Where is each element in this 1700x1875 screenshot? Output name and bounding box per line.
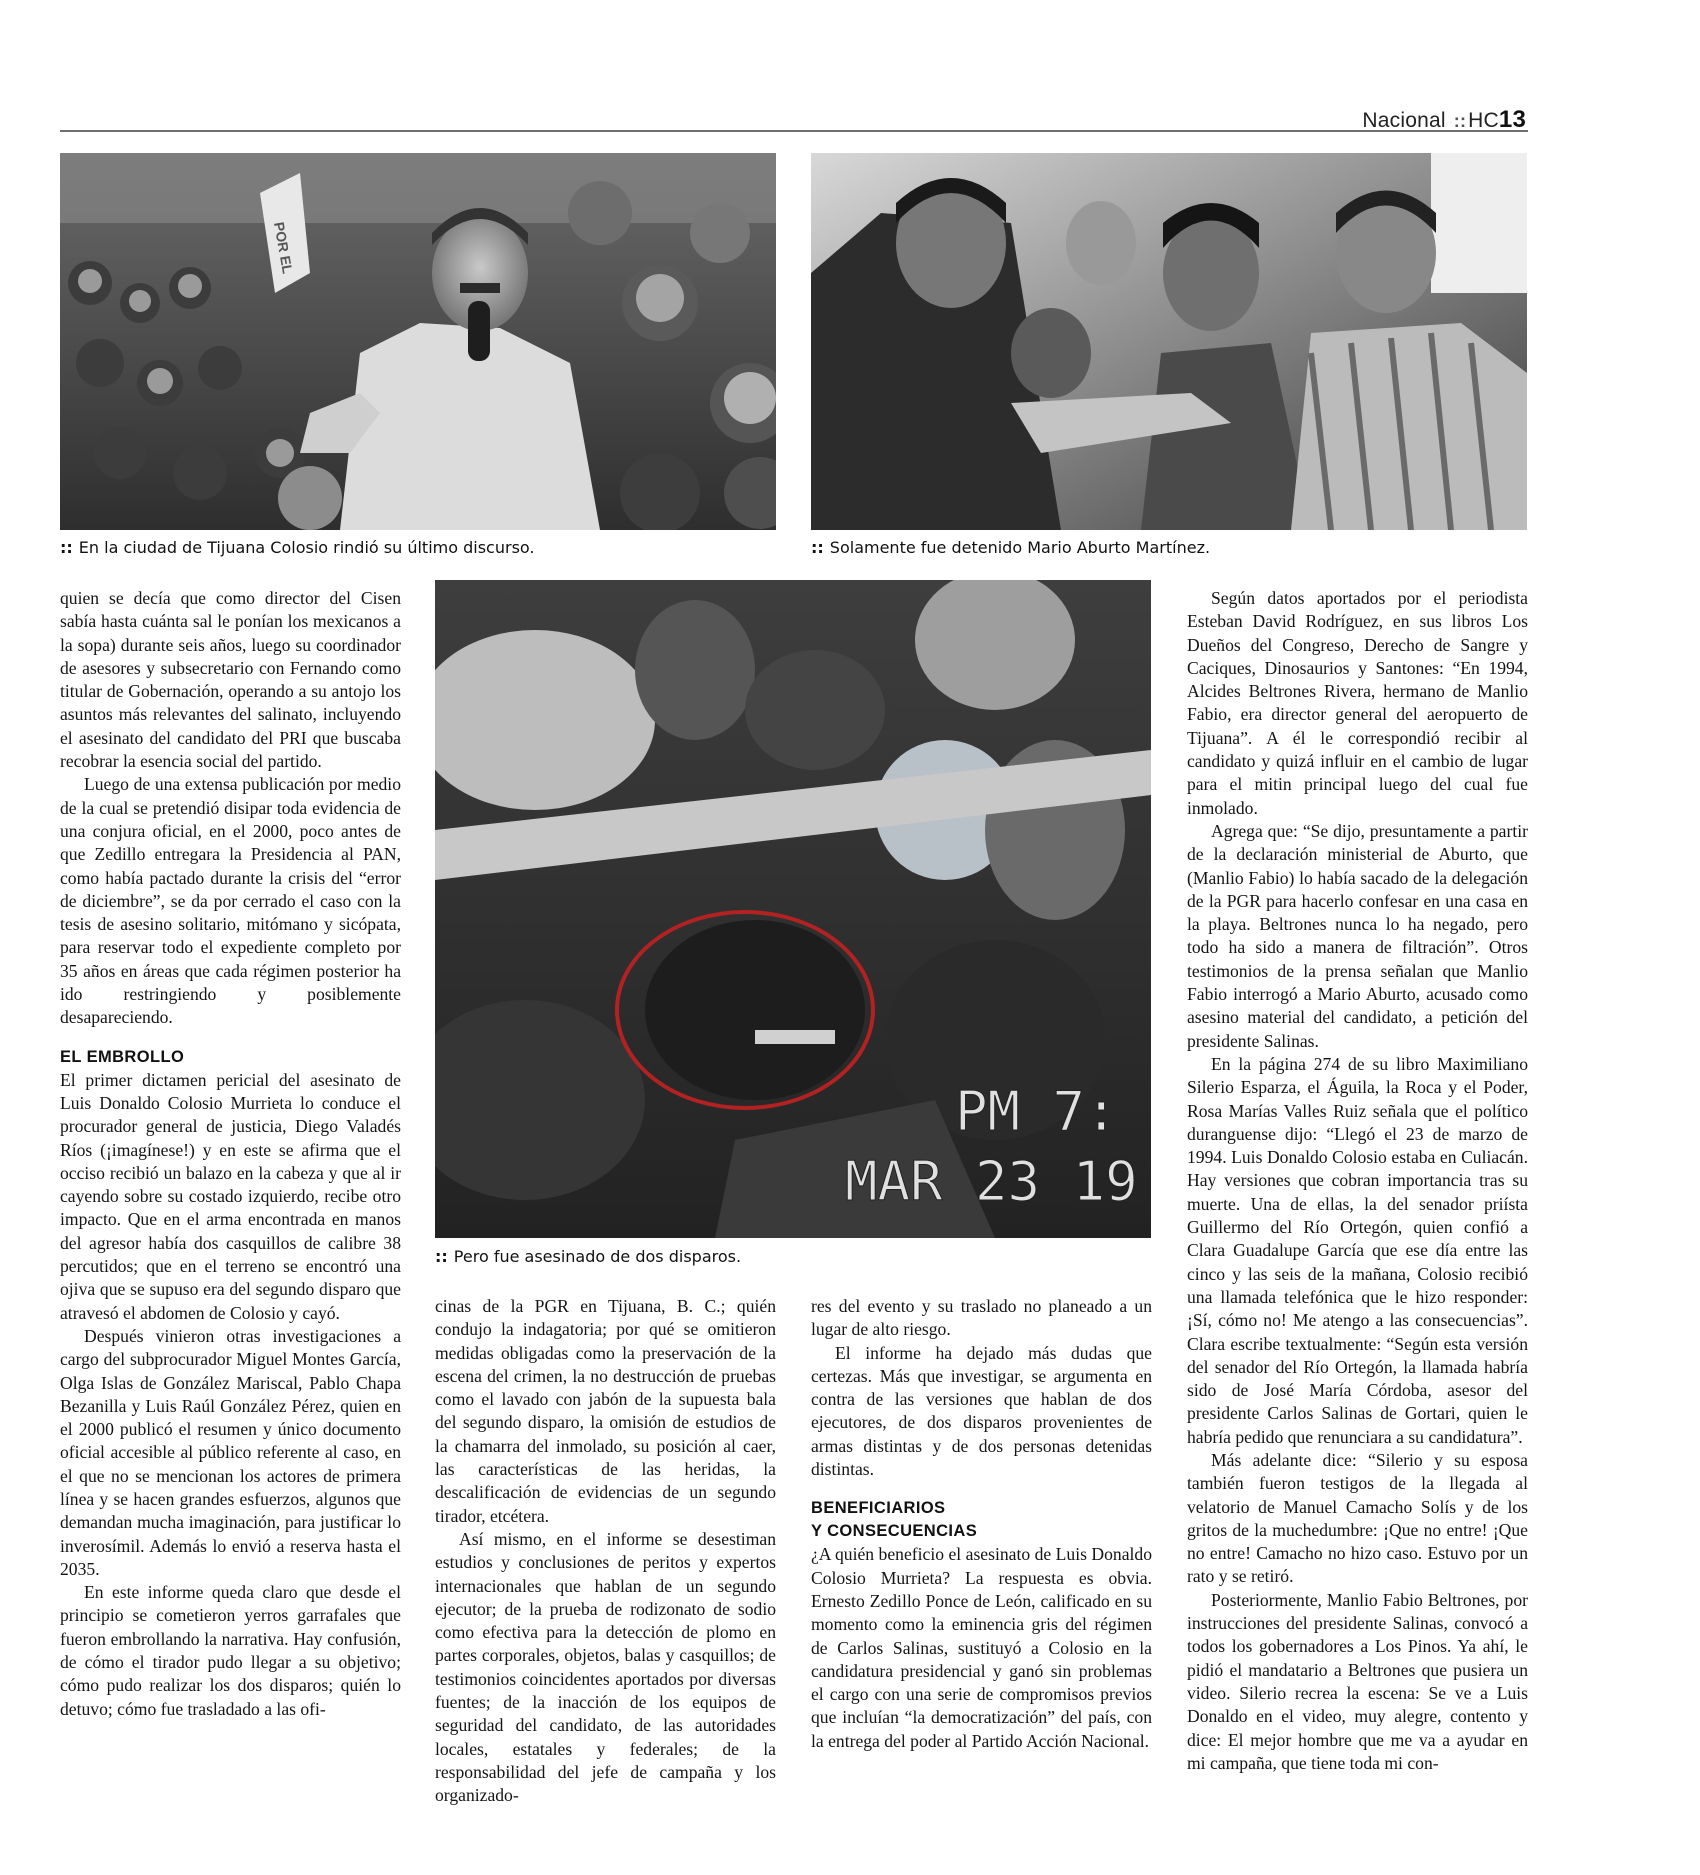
photo-colosio-speech [60,153,776,530]
paragraph: Más adelante dice: “Silerio y su esposa también fueron testigos de la llegada al velatorio de Manuel Camacho Solís y de los gritos de la muchedumbre: ¡Que no entre! ¡Que no entre! Camacho no hizo caso. Estuvo por un rato y se retiró. [1187,1449,1528,1587]
photo2-caption-text: Solamente fue detenido Mario Aburto Martínez. [829,538,1211,557]
paragraph: cinas de la PGR en Tijuana, B. C.; quién condujo la indagatoria; por qué se omitieron medidas obligadas como la preservación de la escena del crimen, la no destrucción de pruebas como el lavado con jabón de la supuesta bala del segundo disparo, la omisión de estudios de la chamarra del inmolado, su posición al caer, las características de las heridas, la descalificación de evidencias de un segundo tirador, etcétera. [435,1296,776,1526]
paragraph: quien se decía que como director del Cisen sabía hasta cuánta sal le ponían los mexicanos a la sopa) durante seis años, luego su coordinador de asesores y subsecretario con Fernando como titular de Gobernación, operando a su antojo los asuntos más relevantes del salinato, incluyendo el asesinato del candidato del PRI que buscaba recobrar la esencia social del partido. [60,588,401,772]
paragraph: El informe ha dejado más dudas que certezas. Más que investigar, se argumenta en contra de las versiones que hablan de dos ejecutores, de dos disparos provenientes de armas distintas y de dos personas detenidas distintas. [811,1342,1152,1480]
caption-marker: :: [435,1247,448,1266]
photo2-caption [811,538,1210,557]
photo-colosio-speech-image [60,153,776,530]
video-timestamp-time: PM 7: [955,1080,1118,1143]
section-name: Nacional [1362,109,1446,132]
photo-aburto-arrest-image [811,153,1527,530]
paragraph: Después vinieron otras investigaciones a cargo del subprocurador Miguel Montes García, Olga Islas de González Mariscal, Pablo Chapa Bezanilla y Luis Raúl González Pérez, quien en el 2000 publicó el resumen y único documento oficial accesible al público referente al caso, en el que no se mencionan los actores de primera línea y se hacen grandes esfuerzos, algunos que demandan mucha imaginación, para justificar lo inverosímil. Además lo envió a reserva hasta el 2035. [60,1325,401,1579]
article-column-1 [60,587,401,1721]
paragraph: Así mismo, en el informe se desestiman estudios y conclusiones de peritos y expertos internacionales que hablan de un segundo ejecutor; de la prueba de rodizonato de sodio como efectiva para la detección de plomo en partes corporales, objetos, balas y casquillos; de testimonios coincidentes aportados por diversas fuentes; de la inacción de los equipos de seguridad del candidato, de las autoridades locales, estatales y federales; de la responsabilidad del jefe de campaña y los organizado- [435,1528,776,1806]
video-timestamp-date: MAR 23 19 [845,1150,1138,1213]
paragraph: Luego de una extensa publicación por medio de la cual se pretendió disipar toda evidencia de una conjura oficial, en el 2000, poco antes de que Zedillo entregara la Presidencia al PAN, como había pactado durante la crisis del “error de diciembre”, se da por cerrado el caso con la tesis de asesino solitario, mitómano y sicópata, para reservar todo el expediente completo por 35 años en áreas que cada régimen posterior ha ido restringiendo y posiblemente desapareciendo. [60,774,401,1028]
paragraph: En la página 274 de su libro Maximiliano Silerio Esparza, el Águila, la Roca y el Poder, Rosa Marías Valles Ruiz señala que el político duranguense dijo: “Llegó el 23 de marzo de 1994. Luis Donaldo Colosio estaba en Culiacán. Hay versiones que cobran importancia tras su muerte. Una de ellas, la del senador priísta Guillermo del Río Ortegón, quien confió a Clara Guadalupe García que ese día entre las cinco y las seis de la mañana, Colosio recibió una llamada telefónica que le hizo responder: ¡Sí, cómo no! Me atengo a las consecuencias”. Clara escribe textualmente: “Según esta versión del senador del Río Ortegón, la llamada habría sido de José María Córdoba, asesor del presidente Carlos Salinas de Gortari, quien le habría pedido que renunciara a su candidatura”. [1187,1053,1528,1447]
heading-line: Y CONSECUENCIAS [811,1522,978,1541]
photo-assassination-video-still [435,580,1151,1238]
paragraph: En este informe queda claro que desde el principio se cometieron yerros garrafales que fueron embrollando la narrativa. Hay confusión, de cómo el tirador pudo llegar a su objetivo; cómo pudo realizar los dos disparos; quién lo detuvo; cómo fue trasladado a las ofi- [60,1582,401,1719]
article-column-4 [1187,587,1528,1775]
photo1-caption [60,538,535,557]
article-column-2 [435,1295,776,1808]
paragraph: El primer dictamen pericial del asesinato de Luis Donaldo Colosio Murrieta lo conduce el procurador general de justicia, Diego Valadés Ríos (¡imagínese!) y en este se afirma que el occiso recibió un balazo en la cabeza y que al ir cayendo sobre su costado izquierdo, recibe otro impacto. Que en el arma encontrada en manos del agresor había dos casquillos de calibre 38 percutidos; que en el terreno se encontró una ojiva que se supuso era del segundo disparo que atravesó el abdomen de Colosio y cayó. [60,1069,401,1323]
sign-text: POR EL [271,220,296,275]
photo-aburto-arrest [811,153,1527,530]
page-number: 13 [1498,106,1526,133]
photo1-caption-text: En la ciudad de Tijuana Colosio rindió su último discurso. [78,538,535,557]
paper-name: HC [1468,109,1499,132]
section-heading-el-embrollo: EL EMBROLLO [60,1047,185,1066]
paragraph: Posteriormente, Manlio Fabio Beltrones, por instrucciones del presidente Salinas, convocó a todos los gobernadores a Los Pinos. Ya ahí, le pidió el mandatario a Beltrones que pusiera un video. Silerio recrea la escena: Se ve a Luis Donaldo en el video, muy alegre, contento y dice: El mejor hombre que me va a ayudar en mi campaña, que tiene toda mi con- [1187,1589,1528,1773]
paragraph: Según datos aportados por el periodista Esteban David Rodríguez, en sus libros Los Dueños del Congreso, Derecho de Sangre y Caciques, Dinosaurios y Santones: “En 1994, Alcides Beltrones Rivera, hermano de Manlio Fabio, era director general del aeropuerto de Tijuana”. A él le correspondió recibir al candidato y quizá influir en el cambio de lugar para el mitin principal luego del cual fue inmolado. [1187,588,1528,818]
paragraph: Agrega que: “Se dijo, presuntamente a partir de la declaración ministerial de Aburto, que (Manlio Fabio) lo había sacado de la delegación de la PGR para hacerlo confesar en una casa en la playa. Beltrones nunca lo ha negado, pero todo ha sido a manera de filtración”. Otros testimonios de la prensa señalan que Manlio Fabio interrogó a Mario Aburto, acusado como asesino material del candidato, a petición del presidente Salinas. [1187,820,1528,1051]
photo3-caption-text: Pero fue asesinado de dos disparos. [453,1247,742,1266]
paragraph: res del evento y su traslado no planeado a un lugar de alto riesgo. [811,1296,1152,1340]
heading-line: BENEFICIARIOS [811,1499,946,1518]
photo3-caption [435,1247,741,1266]
section-label [1362,106,1526,134]
article-column-3 [811,1295,1152,1753]
page-header [60,100,1528,132]
caption-marker: :: [811,538,824,557]
caption-marker: :: [60,538,73,557]
section-heading-beneficiarios [811,1497,1152,1543]
header-separator: :: [1453,111,1467,131]
paragraph: ¿A quién beneficio el asesinato de Luis Donaldo Colosio Murrieta? La respuesta es obvia. Ernesto Zedillo Ponce de León, calificado en su momento como la eminencia gris del régimen de Carlos Salinas, sustituyó a Colosio en la candidatura presidencial y ganó sin problemas el cargo con una serie de compromisos previos que incluían “la democratización” del país, con la entrega del poder al Partido Acción Nacional. [811,1544,1152,1751]
photo-assassination-video-still-image [435,580,1151,1238]
